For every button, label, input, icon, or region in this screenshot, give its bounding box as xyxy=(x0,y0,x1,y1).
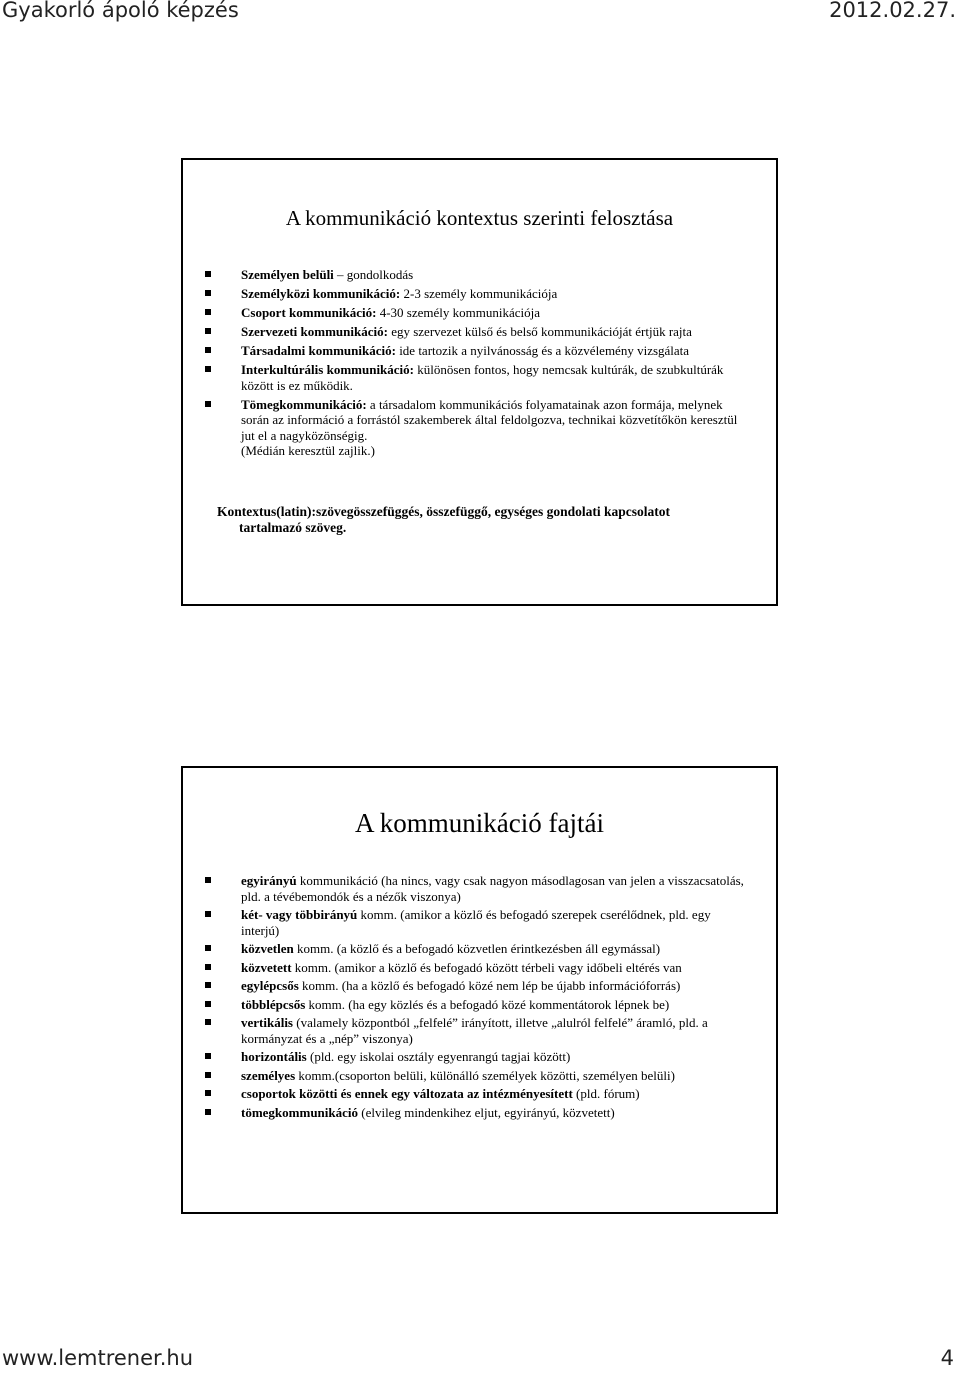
bullet-square-icon xyxy=(205,1090,211,1096)
list-item xyxy=(205,997,748,1013)
bullet-square-icon xyxy=(205,1072,211,1078)
bullet-square-icon xyxy=(205,309,211,315)
item-term: horizontális xyxy=(241,1049,307,1064)
header-title: Gyakorló ápoló képzés xyxy=(2,0,239,22)
list-item xyxy=(205,941,748,957)
item-text: ide tartozik a nyilvánosság és a közvélemény vizsgálata xyxy=(395,343,690,358)
item-text: 4-30 személy kommunikációja xyxy=(376,305,540,320)
footer-url: www.lemtrener.hu xyxy=(2,1346,194,1370)
item-text: komm. (amikor a közlő és befogadó között térbeli vagy időbeli eltérés van xyxy=(291,959,682,975)
item-term: közvetlen xyxy=(241,941,294,956)
list-item xyxy=(205,960,748,976)
slide-title: A kommunikáció kontextus szerinti felosztása xyxy=(285,206,674,230)
list-item xyxy=(205,978,748,994)
item-text: (pld. egy iskolai osztály egyenrangú tagjai között) xyxy=(306,1049,571,1064)
bullet-square-icon xyxy=(205,945,211,951)
list-item xyxy=(205,907,748,938)
bullet-square-icon xyxy=(205,401,211,407)
item-term: vertikális xyxy=(241,1015,293,1030)
slide-types xyxy=(181,766,778,1214)
list-item xyxy=(205,1105,748,1121)
list-item xyxy=(205,343,748,359)
bullet-square-icon xyxy=(205,271,211,277)
bullet-square-icon xyxy=(205,1001,211,1007)
item-term: Személyen belüli xyxy=(241,267,334,282)
bullet-square-icon xyxy=(205,982,211,988)
item-term: Szervezeti kommunikáció: xyxy=(241,324,388,339)
item-term: két- vagy többirányú xyxy=(241,907,358,922)
footer-page-number: 4 xyxy=(940,1346,954,1370)
list-item xyxy=(205,1068,748,1084)
item-subtext: (Médián keresztül zajlik.) xyxy=(241,443,375,458)
bullet-square-icon xyxy=(205,1019,211,1025)
item-term: Tömegkommunikáció: xyxy=(241,396,367,412)
list-item xyxy=(205,1015,748,1046)
list-item xyxy=(205,1086,748,1102)
list-item xyxy=(205,362,748,393)
bullet-list xyxy=(205,873,748,1123)
item-text: komm. (amikor a közlő és befogadó szerepek cserélődnek, pld. egy interjú) xyxy=(241,907,711,938)
item-text: egy szervezet külső és belső kommunikációját értjük rajta xyxy=(387,324,692,339)
bullet-square-icon xyxy=(205,877,211,883)
item-text: (valamely központból „felfelé” irányított, illetve „alulról felfelé” áramló, pld. a kormányzat és a „nép” viszonya) xyxy=(241,1015,708,1046)
context-definition xyxy=(217,504,748,535)
bullet-square-icon xyxy=(205,328,211,334)
item-text: különösen fontos, hogy nemcsak kultúrák, de szubkultúrák között is ez működik. xyxy=(241,362,724,393)
item-text: 2-3 személy kommunikációja xyxy=(400,286,558,301)
item-text: (pld. fórum) xyxy=(572,1086,640,1101)
list-item xyxy=(205,873,748,904)
list-item xyxy=(205,1049,748,1065)
list-item xyxy=(205,324,748,340)
item-term: Társadalmi kommunikáció: xyxy=(241,343,396,358)
item-term: Személyközi kommunikáció: xyxy=(241,286,401,301)
list-item xyxy=(205,305,748,321)
item-term: egyirányú xyxy=(241,873,297,888)
bullet-square-icon xyxy=(205,290,211,296)
item-term: többlépcsős xyxy=(241,996,306,1012)
bullet-square-icon xyxy=(205,964,211,970)
item-text: (elvileg mindenkihez eljut, egyirányú, közvetett) xyxy=(358,1104,615,1120)
slide-context xyxy=(181,158,778,606)
item-term: személyes xyxy=(241,1067,296,1083)
item-term: közvetett xyxy=(241,959,292,975)
context-line: tartalmazó szöveg. xyxy=(239,519,347,535)
bullet-square-icon xyxy=(205,911,211,917)
item-term: Interkultúrális kommunikáció: xyxy=(241,362,414,377)
item-text: – gondolkodás xyxy=(333,267,414,282)
item-term: Csoport kommunikáció: xyxy=(241,305,377,320)
item-text: komm. (ha egy közlés és a befogadó közé kommentátorok lépnek be) xyxy=(305,996,670,1012)
page-header xyxy=(0,0,960,26)
item-term: csoportok közötti és ennek egy változata az intézményesített xyxy=(241,1086,573,1101)
item-text: komm. (ha a közlő és befogadó közé nem lép be újabb információforrás) xyxy=(298,978,681,993)
list-item xyxy=(205,397,748,459)
item-text: komm.(csoporton belüli, különálló személyek közötti, személyen belüli) xyxy=(295,1067,675,1083)
bullet-square-icon xyxy=(205,1109,211,1115)
list-item xyxy=(205,267,748,283)
bullet-square-icon xyxy=(205,347,211,353)
item-term: tömegkommunikáció xyxy=(241,1104,358,1120)
item-text: kommunikáció (ha nincs, vagy csak nagyon másodlagosan van jelen a visszacsatolás, pld. a tévébemondók és a nézők viszonya) xyxy=(241,873,744,904)
slide-title: A kommunikáció fajtái xyxy=(355,808,604,838)
bullet-square-icon xyxy=(205,1053,211,1059)
context-line: Kontextus(latin):szövegösszefüggés, összefüggő, egységes gondolati kapcsolatot xyxy=(217,504,670,519)
list-item xyxy=(205,286,748,302)
header-date: 2012.02.27. xyxy=(829,0,956,22)
bullet-square-icon xyxy=(205,366,211,372)
item-text: a társadalom kommunikációs folyamatainak azon formája, melynek során az információ a forrástól szakemberek által feldolgozva, technikai közvetítőkön keresztül jut el a nagyközönségig. xyxy=(241,396,738,443)
item-term: egylépcsős xyxy=(241,978,299,993)
item-text: komm. (a közlő és a befogadó közvetlen érintkezésben áll egymással) xyxy=(293,941,661,956)
bullet-list xyxy=(205,267,748,462)
